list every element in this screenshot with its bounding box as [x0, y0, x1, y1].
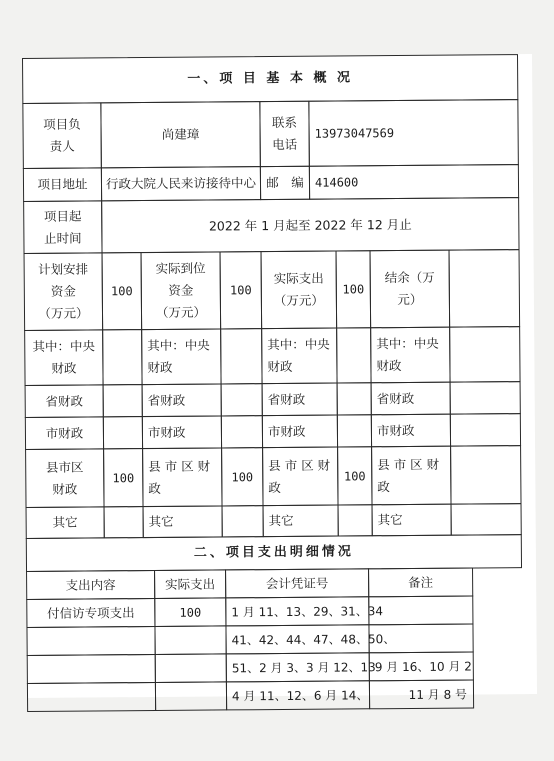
county-label-col3: 县 市 区 财 政 — [262, 447, 338, 507]
spent-label: 实际支出 （万元） — [261, 251, 338, 330]
col-content-header: 支出内容 — [26, 570, 155, 600]
detail-row1-remark — [368, 595, 473, 625]
col-voucher-header: 会计凭证号 — [225, 568, 369, 598]
county-actual-value: 100 — [221, 447, 263, 506]
detail-row2-remark — [368, 623, 473, 653]
province-value-col1 — [103, 384, 143, 417]
leader-value: 尚建璋 — [100, 101, 261, 168]
detail-row2-spent — [154, 625, 226, 655]
balance-value — [449, 249, 521, 328]
col-spent-header: 实际支出 — [154, 569, 226, 599]
leader-label: 项目负 责人 — [22, 102, 102, 169]
other-label-col1: 其它 — [26, 506, 105, 539]
actual-value: 100 — [220, 251, 263, 329]
actual-label: 实际到位 资金 （万元） — [141, 251, 222, 330]
city-value-col2 — [221, 415, 263, 448]
county-plan-value: 100 — [103, 448, 143, 507]
remark-line-1: 9 月 16、10 月 2 — [369, 651, 474, 681]
central-value-col3 — [336, 327, 371, 383]
other-label-col3: 其它 — [263, 505, 339, 538]
county-spent-value: 100 — [337, 446, 372, 505]
central-label-col2: 其中：中央 财政 — [141, 328, 221, 385]
detail-row4-content — [27, 682, 156, 712]
other-value-col4 — [451, 503, 522, 536]
city-label-col4: 市财政 — [371, 414, 451, 448]
detail-row3-content — [27, 654, 156, 684]
detail-row4-spent — [155, 681, 227, 711]
central-label-col3: 其中：中央 财政 — [261, 328, 337, 385]
province-value-col3 — [337, 382, 372, 415]
city-value-col1 — [103, 416, 143, 449]
plan-value: 100 — [102, 252, 143, 330]
detail-row2-content — [26, 626, 155, 656]
plan-label: 计划安排 资金 （万元） — [24, 252, 104, 331]
other-value-col2 — [222, 505, 264, 537]
address-label: 项目地址 — [23, 167, 102, 202]
voucher-line-2: 41、42、44、47、48、50、 — [225, 624, 369, 654]
detail-row1-content: 付信访专项支出 — [26, 598, 155, 628]
city-label-col3: 市财政 — [262, 415, 338, 449]
document-page — [22, 54, 537, 703]
balance-label: 结余（万 元） — [370, 250, 451, 329]
other-value-col3 — [338, 504, 373, 536]
central-label-col1: 其中：中央 财政 — [24, 329, 103, 386]
detail-row1-spent: 100 — [154, 597, 226, 627]
province-value-col2 — [221, 383, 263, 416]
detail-row3-spent — [155, 653, 227, 683]
central-value-col2 — [220, 328, 262, 384]
central-label-col4: 其中：中央 财政 — [370, 327, 450, 384]
city-value-col3 — [337, 414, 372, 447]
remark-line-2: 11 月 8 号 — [369, 679, 474, 709]
province-value-col4 — [450, 381, 521, 415]
central-value-col1 — [102, 329, 142, 385]
county-label-col1: 县市区 财政 — [25, 448, 104, 508]
province-label-col2: 省财政 — [142, 383, 222, 417]
spent-value: 100 — [336, 250, 372, 328]
county-balance-value — [450, 445, 521, 505]
city-value-col4 — [450, 413, 521, 447]
postcode-label: 邮 编 — [260, 166, 310, 200]
province-label-col1: 省财政 — [25, 384, 104, 418]
voucher-line-1: 1 月 11、13、29、31、34 — [225, 596, 369, 626]
section1-title: 一、项 目 基 本 概 况 — [22, 54, 518, 104]
city-label-col1: 市财政 — [25, 416, 104, 450]
period-value: 2022 年 1 月起至 2022 年 12 月止 — [101, 197, 519, 253]
county-label-col2: 县 市 区 财 政 — [142, 447, 222, 507]
other-value-col1 — [104, 506, 144, 538]
city-label-col2: 市财政 — [142, 415, 222, 449]
phone-label: 联系 电话 — [259, 101, 310, 167]
other-label-col2: 其它 — [143, 505, 223, 538]
other-label-col4: 其它 — [372, 504, 452, 537]
county-label-col4: 县 市 区 财 政 — [371, 446, 451, 506]
central-value-col4 — [449, 326, 520, 383]
voucher-line-4: 4 月 11、12、6 月 14、 — [226, 680, 370, 710]
period-label: 项目起 止时间 — [23, 200, 102, 254]
col-remark-header: 备注 — [368, 567, 473, 597]
postcode-value: 414600 — [309, 164, 519, 200]
phone-value: 13973047569 — [308, 99, 519, 167]
province-label-col4: 省财政 — [371, 382, 451, 416]
address-value: 行政大院人民来访接待中心 — [101, 166, 261, 201]
province-label-col3: 省财政 — [262, 383, 338, 417]
voucher-line-3: 51、2 月 3、3 月 12、13 — [226, 652, 370, 682]
section2-title: 二、项目支出明细情况 — [26, 534, 522, 572]
